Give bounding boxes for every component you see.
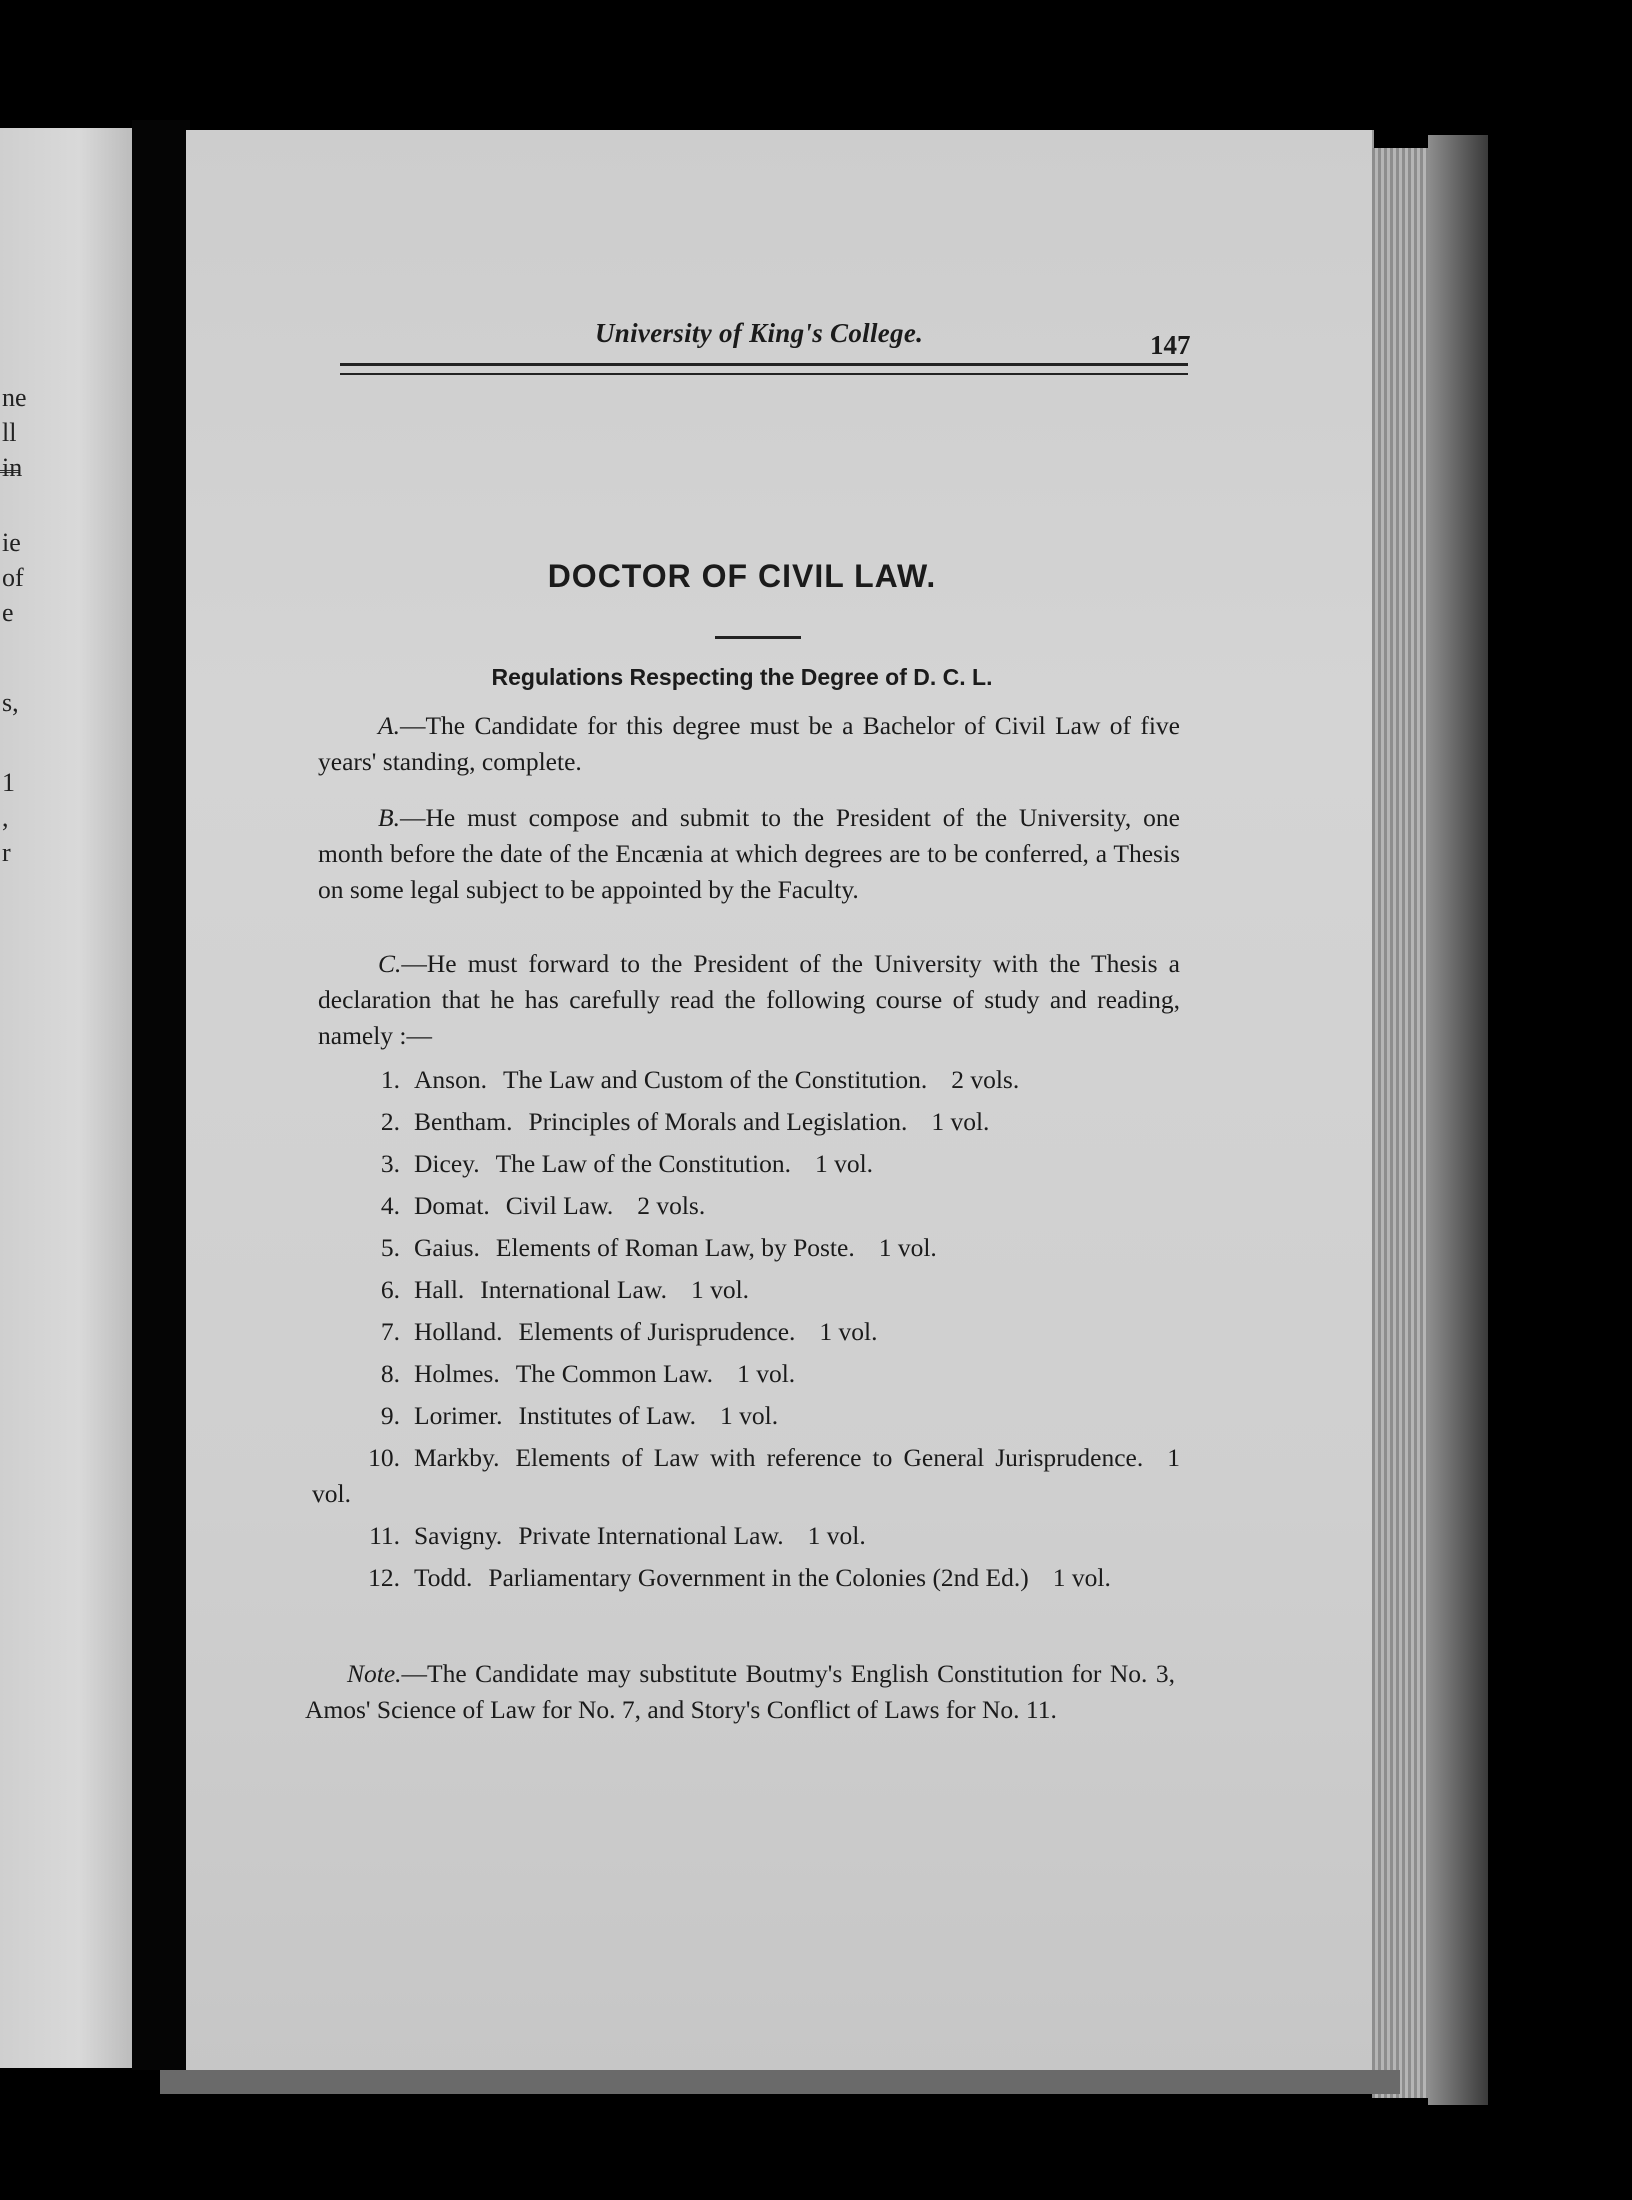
reading-list bbox=[312, 1062, 1180, 1602]
note-text: —The Candidate may substitute Boutmy's English Constitution for No. 3, Amos' Science of Law for No. 7, and Story's Conflict of Laws for No. 11. bbox=[305, 1659, 1175, 1724]
list-item bbox=[312, 1314, 1180, 1350]
item-work: The Law and Custom of the Constitution. bbox=[502, 1065, 928, 1094]
page-number: 147 bbox=[1150, 330, 1191, 360]
item-author: Gaius. bbox=[414, 1233, 480, 1262]
left-page-fragment: ie bbox=[2, 528, 21, 557]
item-work: The Common Law. bbox=[515, 1359, 714, 1388]
item-volumes: 1 vol. bbox=[878, 1233, 937, 1262]
item-number: 6. bbox=[380, 1275, 400, 1304]
item-volumes: 2 vols. bbox=[951, 1065, 1020, 1094]
left-page-fragment: ne bbox=[2, 383, 27, 412]
item-number: 3. bbox=[380, 1149, 400, 1178]
list-item bbox=[312, 1518, 1180, 1554]
item-author: Holmes. bbox=[414, 1359, 500, 1388]
item-volumes: 1 vol. bbox=[312, 1443, 1180, 1508]
item-volumes: 1 vol. bbox=[720, 1401, 779, 1430]
item-number: 10. bbox=[368, 1443, 400, 1472]
paragraph-text: —He must forward to the President of the University with the Thesis a declaration that he has carefully read the following course of study and reading, namely :— bbox=[318, 949, 1180, 1050]
left-page-fragment: in bbox=[2, 453, 23, 482]
item-work: International Law. bbox=[480, 1275, 667, 1304]
left-facing-page bbox=[0, 128, 132, 2068]
left-page-fragment: , bbox=[2, 803, 9, 832]
item-number: 1. bbox=[380, 1065, 400, 1094]
item-work: Principles of Morals and Legislation. bbox=[528, 1107, 908, 1136]
left-page-fragment: s, bbox=[2, 688, 19, 717]
header-rule bbox=[340, 363, 1188, 375]
item-work: Private International Law. bbox=[518, 1521, 784, 1550]
page-shadow bbox=[1428, 135, 1488, 2105]
item-number: 12. bbox=[368, 1563, 400, 1592]
item-work: Elements of Law with reference to General Jurisprudence. bbox=[515, 1443, 1144, 1472]
paragraph-label: B. bbox=[378, 803, 400, 832]
list-item bbox=[312, 1146, 1180, 1182]
left-page-fragment: of bbox=[2, 563, 24, 592]
list-item bbox=[312, 1356, 1180, 1392]
note-label: Note. bbox=[347, 1659, 402, 1688]
note bbox=[305, 1656, 1175, 1728]
book-gutter bbox=[132, 120, 190, 2070]
item-author: Savigny. bbox=[414, 1521, 503, 1550]
item-author: Anson. bbox=[414, 1065, 487, 1094]
section-subtitle: Regulations Respecting the Degree of D. C. L. bbox=[491, 664, 993, 690]
item-work: Elements of Roman Law, by Poste. bbox=[495, 1233, 855, 1262]
item-author: Markby. bbox=[414, 1443, 500, 1472]
item-number: 4. bbox=[380, 1191, 400, 1220]
list-item bbox=[312, 1398, 1180, 1434]
paragraph-c bbox=[318, 946, 1180, 1054]
section-title: DOCTOR OF CIVIL LAW. bbox=[547, 558, 937, 594]
item-work: Elements of Jurisprudence. bbox=[518, 1317, 796, 1346]
item-number: 11. bbox=[369, 1521, 400, 1550]
left-page-fragment: ll bbox=[2, 418, 17, 447]
paragraph-label: C. bbox=[378, 949, 402, 978]
item-work: The Law of the Constitution. bbox=[495, 1149, 791, 1178]
list-item bbox=[312, 1230, 1180, 1266]
item-volumes: 2 vols. bbox=[637, 1191, 706, 1220]
item-volumes: 1 vol. bbox=[1052, 1563, 1111, 1592]
item-number: 7. bbox=[380, 1317, 400, 1346]
paragraph-text: —The Candidate for this degree must be a Bachelor of Civil Law of five years' standing, complete. bbox=[318, 711, 1180, 776]
item-number: 2. bbox=[380, 1107, 400, 1136]
left-page-fragment: r bbox=[2, 838, 11, 867]
list-item bbox=[312, 1440, 1180, 1512]
running-title: University of King's College. bbox=[595, 318, 924, 348]
item-author: Domat. bbox=[414, 1191, 490, 1220]
page-edges bbox=[1372, 148, 1428, 2098]
item-author: Holland. bbox=[414, 1317, 503, 1346]
item-author: Lorimer. bbox=[414, 1401, 503, 1430]
item-volumes: 1 vol. bbox=[814, 1149, 874, 1178]
item-volumes: 1 vol. bbox=[931, 1107, 990, 1136]
paragraph-text: —He must compose and submit to the President of the University, one month before the date of the Encænia at which degrees are to be conferred, a Thesis on some legal subject to be appointed by the Faculty. bbox=[318, 803, 1180, 904]
item-work: Parliamentary Government in the Colonies (2nd Ed.) bbox=[488, 1563, 1029, 1592]
left-page-fragment: 1 bbox=[2, 768, 15, 797]
list-item bbox=[312, 1560, 1180, 1596]
item-number: 9. bbox=[380, 1401, 400, 1430]
paragraph-label: A. bbox=[378, 711, 400, 740]
list-item bbox=[312, 1062, 1180, 1098]
item-work: Institutes of Law. bbox=[518, 1401, 697, 1430]
item-volumes: 1 vol. bbox=[737, 1359, 796, 1388]
item-volumes: 1 vol. bbox=[807, 1521, 866, 1550]
list-item bbox=[312, 1272, 1180, 1308]
item-number: 5. bbox=[380, 1233, 400, 1262]
item-author: Todd. bbox=[414, 1563, 473, 1592]
paragraph-a bbox=[318, 708, 1180, 780]
item-volumes: 1 vol. bbox=[819, 1317, 878, 1346]
paragraph-b bbox=[318, 800, 1180, 908]
item-author: Dicey. bbox=[414, 1149, 480, 1178]
list-item bbox=[312, 1188, 1180, 1224]
item-author: Bentham. bbox=[414, 1107, 513, 1136]
item-work: Civil Law. bbox=[505, 1191, 614, 1220]
left-page-fragment: e bbox=[2, 598, 14, 627]
page-bottom-edge bbox=[160, 2070, 1400, 2094]
item-volumes: 1 vol. bbox=[690, 1275, 750, 1304]
item-author: Hall. bbox=[414, 1275, 465, 1304]
title-rule bbox=[715, 636, 801, 639]
list-item bbox=[312, 1104, 1180, 1140]
item-number: 8. bbox=[380, 1359, 400, 1388]
